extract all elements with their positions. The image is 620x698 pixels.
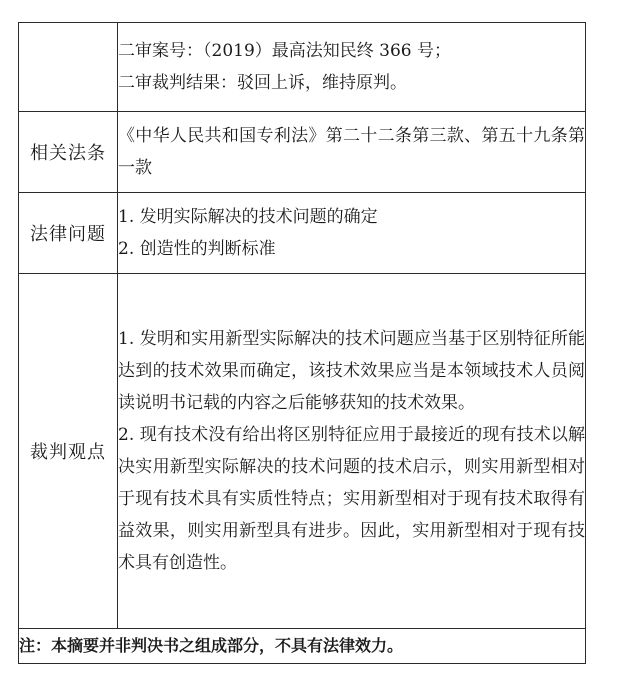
case-info-content [118, 23, 586, 112]
legal-issue-item-2: 2. 创造性的判断标准 [118, 239, 276, 259]
row-note [19, 629, 586, 664]
row-related-law [19, 112, 586, 193]
row-ruling-opinion [19, 274, 586, 629]
row-legal-issue [19, 193, 586, 274]
ruling-opinion-paragraph-1: 1. 发明和实用新型实际解决的技术问题应当基于区别特征所能达到的技术效果而确定，该技术效果应当是本领域技术人员阅读说明书记载的内容之后能够获知的技术效果。 [118, 329, 585, 413]
row-case-info [19, 23, 586, 112]
related-law-content [118, 112, 586, 193]
legal-issue-label: 法律问题 [19, 193, 118, 274]
related-law-text: 《中华人民共和国专利法》第二十二条第三款、第五十九条第一款 [118, 126, 585, 178]
case-info-label [19, 23, 118, 112]
related-law-label: 相关法条 [19, 112, 118, 193]
case-summary-table [18, 22, 586, 664]
case-number-line: 二审案号：（2019）最高法知民终 366 号； [118, 41, 452, 61]
legal-issue-item-1: 1. 发明实际解决的技术问题的确定 [118, 207, 378, 227]
legal-issue-content [118, 193, 586, 274]
ruling-opinion-label: 裁判观点 [19, 274, 118, 629]
disclaimer-note: 注：本摘要并非判决书之组成部分，不具有法律效力。 [19, 629, 586, 664]
case-result-line: 二审裁判结果：驳回上诉，维持原判。 [118, 73, 407, 93]
ruling-opinion-content [118, 274, 586, 629]
ruling-opinion-paragraph-2: 2. 现有技术没有给出将区别特征应用于最接近的现有技术以解决实用新型实际解决的技术问题的技术启示，则实用新型相对于现有技术具有实质性特点；实用新型相对于现有技术取得有益效果，则实用新型具有进步。因此，实用新型相对于现有技术具有创造性。 [118, 425, 585, 573]
